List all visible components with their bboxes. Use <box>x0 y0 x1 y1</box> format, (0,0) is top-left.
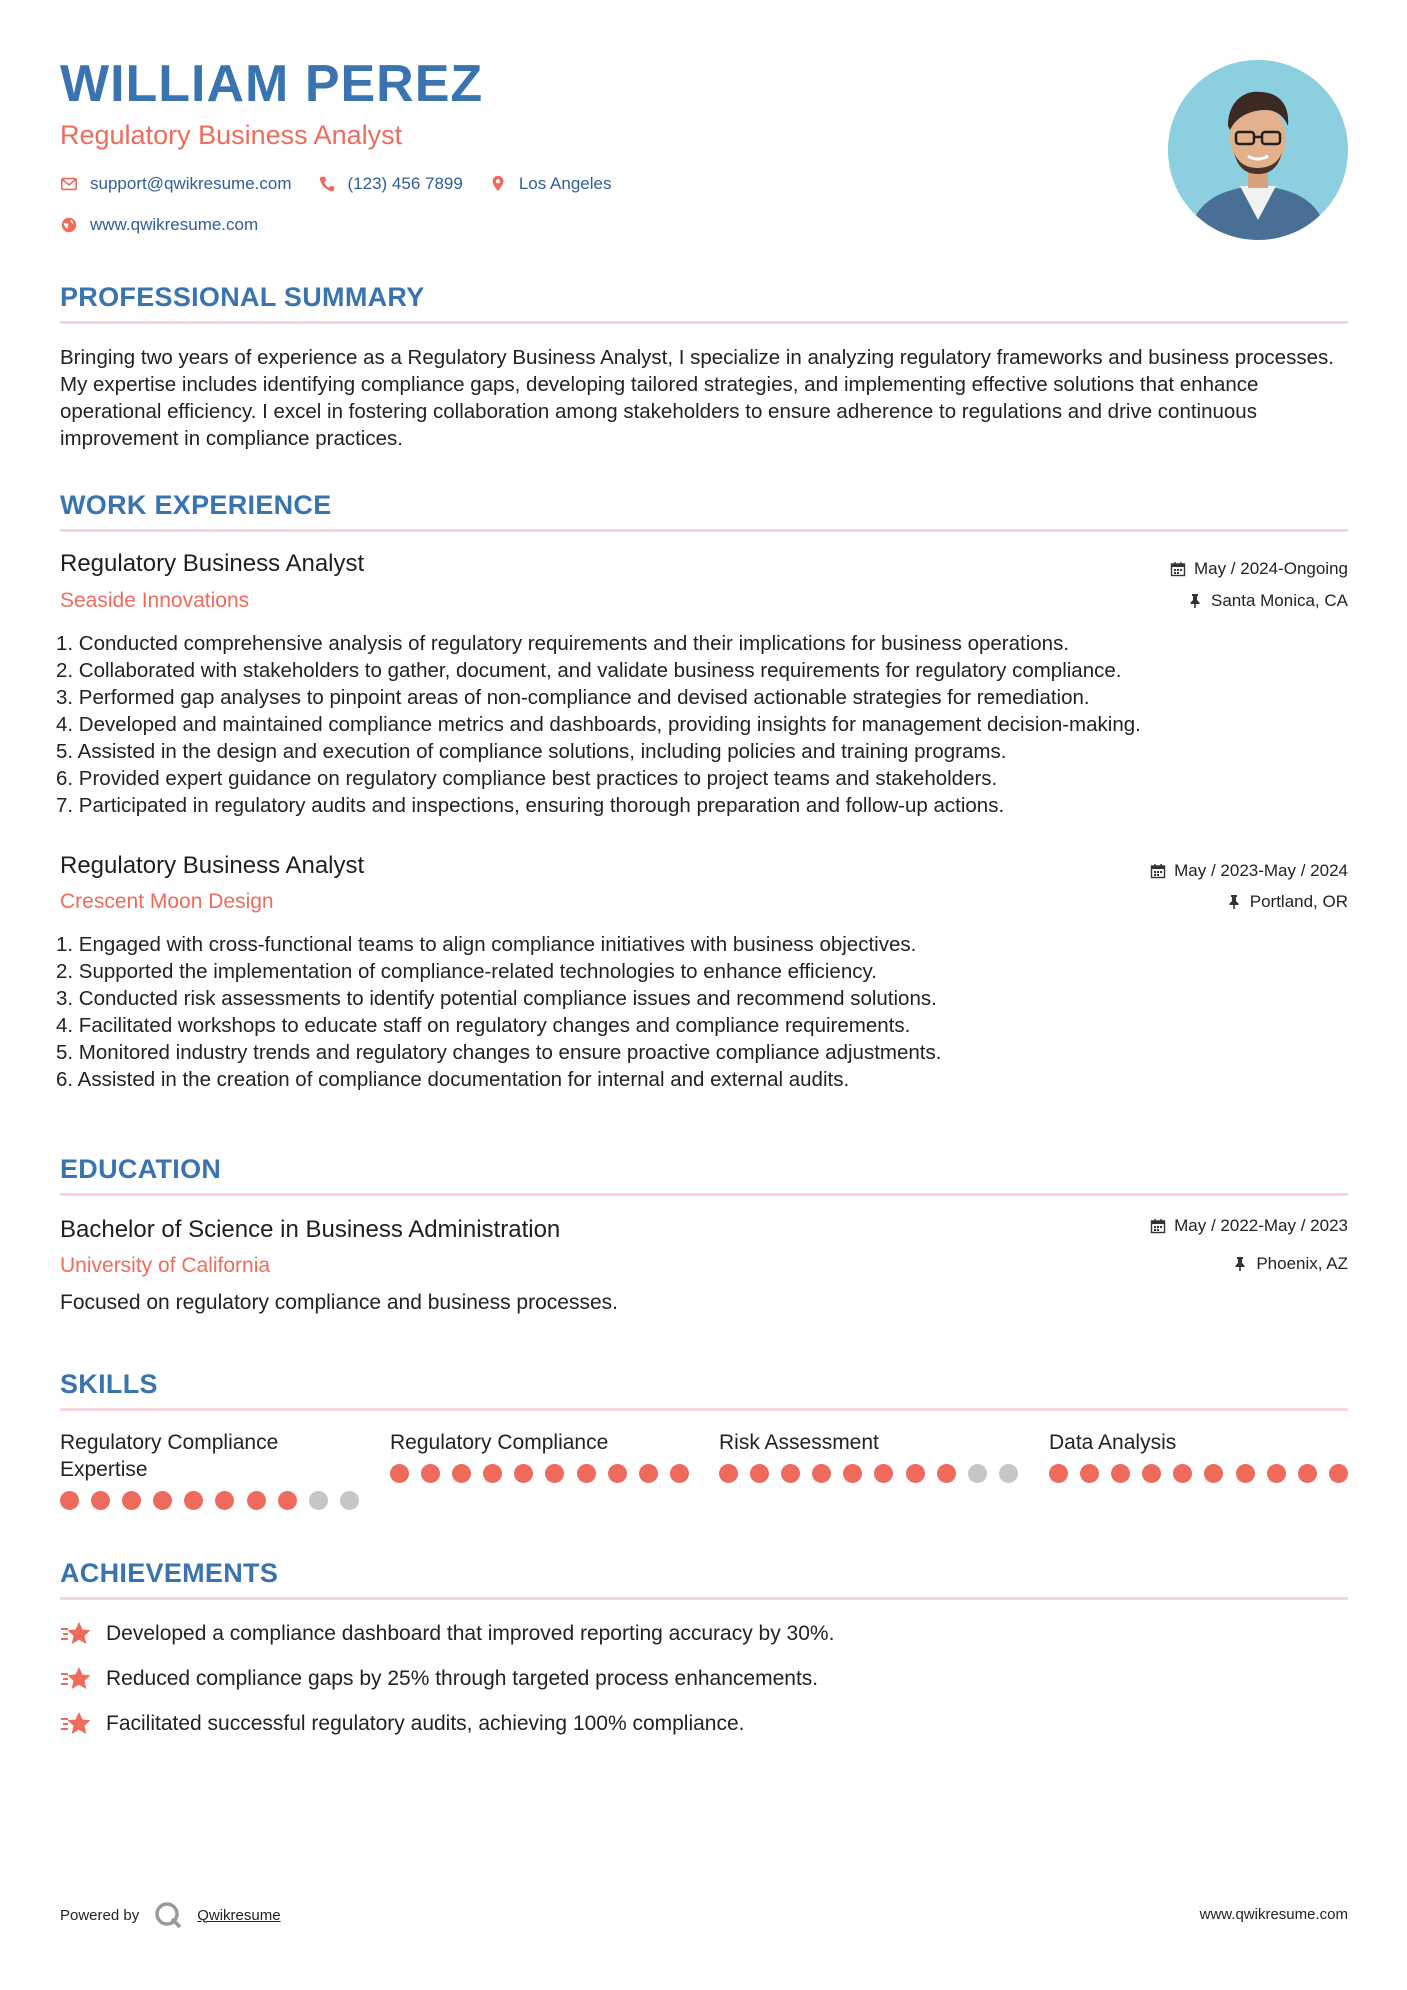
section-divider <box>60 1193 1348 1196</box>
rating-dot-filled <box>60 1491 79 1510</box>
education-heading: EDUCATION <box>60 1154 222 1184</box>
rating-dot-filled <box>91 1491 110 1510</box>
globe-icon <box>60 216 78 234</box>
website-row <box>60 215 270 235</box>
education-description: Focused on regulatory compliance and business processes. <box>60 1291 618 1314</box>
calendar-icon <box>1150 863 1166 879</box>
phone-icon <box>318 175 336 193</box>
avatar-illustration <box>1168 60 1348 240</box>
list-item: 1. Conducted comprehensive analysis of regulatory requirements and their implications for business operations. <box>56 632 1070 655</box>
job-responsibilities <box>56 931 1356 1093</box>
summary-heading: PROFESSIONAL SUMMARY <box>60 282 425 312</box>
skill-item <box>719 1429 1019 1483</box>
summary-text: Bringing two years of experience as a Regulatory Business Analyst, I specialize in analyzing regulatory frameworks and business processes. My expertise includes identifying compliance gaps, developing tailored strategies, and implementing effective solutions that enhance operational efficiency. I excel in fostering collaboration among stakeholders to ensure adherence to regulations and drive continuous improvement in compliance practices. <box>60 346 1334 450</box>
list-item: 2. Collaborated with stakeholders to gather, document, and validate business requirements for regulatory compliance. <box>56 659 1122 682</box>
job-date <box>1170 559 1348 579</box>
skill-item <box>390 1429 690 1483</box>
skills-heading: SKILLS <box>60 1369 158 1399</box>
list-item: 7. Participated in regulatory audits and inspections, ensuring thorough preparation and follow-up actions. <box>56 794 1005 817</box>
footer-powered-by <box>60 1900 281 1930</box>
rating-dot-filled <box>1236 1464 1255 1483</box>
achievements-heading: ACHIEVEMENTS <box>60 1558 279 1588</box>
skill-name: Risk Assessment <box>719 1431 879 1454</box>
rating-dot-filled <box>545 1464 564 1483</box>
contact-location <box>489 174 612 194</box>
rating-dot-filled <box>1049 1464 1068 1483</box>
job-title: Regulatory Business Analyst <box>60 550 365 577</box>
experience-heading: WORK EXPERIENCE <box>60 490 332 520</box>
email-link[interactable]: support@qwikresume.com <box>90 174 292 193</box>
list-item: 1. Engaged with cross-functional teams to align compliance initiatives with business objectives. <box>56 933 917 956</box>
rating-dot-filled <box>719 1464 738 1483</box>
list-item: 5. Monitored industry trends and regulatory changes to ensure proactive compliance adjustments. <box>56 1041 942 1064</box>
contact-website <box>60 215 258 235</box>
rating-dot-filled <box>390 1464 409 1483</box>
candidate-title: Regulatory Business Analyst <box>60 120 403 150</box>
rating-dot-filled <box>452 1464 471 1483</box>
list-item: 4. Facilitated workshops to educate staff on regulatory changes and compliance requirements. <box>56 1014 911 1037</box>
rating-dot-filled <box>906 1464 925 1483</box>
skill-rating <box>719 1464 1019 1483</box>
rating-dot-filled <box>1173 1464 1192 1483</box>
achievement-item <box>60 1710 745 1738</box>
pushpin-icon <box>1232 1256 1248 1272</box>
footer-url[interactable]: www.qwikresume.com <box>1199 1906 1348 1923</box>
rating-dot-filled <box>843 1464 862 1483</box>
rating-dot-filled <box>1298 1464 1317 1483</box>
rating-dot-filled <box>278 1491 297 1510</box>
skill-name: Regulatory Compliance Expertise <box>60 1431 279 1481</box>
pushpin-icon <box>1187 593 1203 609</box>
list-item: 2. Supported the implementation of compliance-related technologies to enhance efficiency. <box>56 960 877 983</box>
rating-dot-empty <box>999 1464 1018 1483</box>
rating-dot-filled <box>874 1464 893 1483</box>
rating-dot-empty <box>340 1491 359 1510</box>
skill-rating <box>390 1464 690 1483</box>
rating-dot-filled <box>937 1464 956 1483</box>
skill-item <box>60 1429 360 1510</box>
contact-row <box>60 174 623 194</box>
phone-number: (123) 456 7899 <box>347 174 463 193</box>
job-location <box>1187 591 1348 611</box>
skill-name: Regulatory Compliance <box>390 1431 609 1454</box>
list-item: 3. Performed gap analyses to pinpoint areas of non-compliance and devised actionable strategies for remediation. <box>56 686 1090 709</box>
list-item: 6. Assisted in the creation of compliance documentation for internal and external audits. <box>56 1068 850 1091</box>
star-badge-icon <box>60 1665 92 1693</box>
rating-dot-filled <box>1204 1464 1223 1483</box>
rating-dot-filled <box>577 1464 596 1483</box>
rating-dot-filled <box>1267 1464 1286 1483</box>
achievement-item <box>60 1620 834 1648</box>
job-location <box>1226 892 1348 912</box>
job-location-text: Santa Monica, CA <box>1210 591 1348 610</box>
brand-link[interactable]: Qwikresume <box>197 1906 281 1924</box>
list-item: 5. Assisted in the design and execution of compliance solutions, including policies and training programs. <box>56 740 1007 763</box>
contact-phone <box>318 174 463 194</box>
rating-dot-filled <box>184 1491 203 1510</box>
rating-dot-filled <box>608 1464 627 1483</box>
rating-dot-filled <box>421 1464 440 1483</box>
section-divider <box>60 321 1348 324</box>
rating-dot-filled <box>1111 1464 1130 1483</box>
profile-photo <box>1168 60 1348 240</box>
skill-rating <box>60 1491 360 1510</box>
location-pin-icon <box>489 175 507 193</box>
star-badge-icon <box>60 1620 92 1648</box>
pushpin-icon <box>1226 894 1242 910</box>
contact-email <box>60 174 292 194</box>
education-date-text: May / 2022-May / 2023 <box>1174 1216 1348 1235</box>
location-text: Los Angeles <box>518 174 612 193</box>
skill-item <box>1049 1429 1349 1483</box>
rating-dot-filled <box>812 1464 831 1483</box>
skill-rating <box>1049 1464 1349 1483</box>
email-icon <box>60 175 78 193</box>
achievement-text: Facilitated successful regulatory audits, achieving 100% compliance. <box>106 1712 745 1735</box>
section-divider <box>60 1597 1348 1600</box>
job-responsibilities <box>56 630 1356 819</box>
rating-dot-filled <box>1142 1464 1161 1483</box>
achievement-item <box>60 1665 818 1693</box>
rating-dot-empty <box>309 1491 328 1510</box>
job-company: Crescent Moon Design <box>60 890 274 913</box>
job-date-text: May / 2023-May / 2024 <box>1174 861 1348 880</box>
education-location-text: Phoenix, AZ <box>1256 1254 1348 1273</box>
rating-dot-filled <box>1080 1464 1099 1483</box>
rating-dot-filled <box>781 1464 800 1483</box>
powered-by-label: Powered by <box>60 1906 140 1924</box>
website-link[interactable]: www.qwikresume.com <box>90 215 259 234</box>
qwikresume-logo-icon <box>153 1900 183 1930</box>
education-degree: Bachelor of Science in Business Administration <box>60 1216 561 1243</box>
rating-dot-filled <box>639 1464 658 1483</box>
achievement-text: Developed a compliance dashboard that improved reporting accuracy by 30%. <box>106 1622 835 1645</box>
skill-name: Data Analysis <box>1049 1431 1177 1454</box>
calendar-icon <box>1170 561 1186 577</box>
rating-dot-filled <box>750 1464 769 1483</box>
rating-dot-filled <box>153 1491 172 1510</box>
section-divider <box>60 529 1348 532</box>
calendar-icon <box>1150 1218 1166 1234</box>
job-date-text: May / 2024-Ongoing <box>1193 559 1348 578</box>
education-date <box>1150 1216 1348 1236</box>
rating-dot-filled <box>670 1464 689 1483</box>
list-item: 4. Developed and maintained compliance metrics and dashboards, providing insights for management decision-making. <box>56 713 1141 736</box>
education-location <box>1232 1254 1348 1274</box>
rating-dot-filled <box>215 1491 234 1510</box>
candidate-name: WILLIAM PEREZ <box>60 55 484 113</box>
rating-dot-filled <box>122 1491 141 1510</box>
rating-dot-empty <box>968 1464 987 1483</box>
rating-dot-filled <box>514 1464 533 1483</box>
job-company: Seaside Innovations <box>60 589 250 612</box>
job-date <box>1150 861 1348 881</box>
achievement-text: Reduced compliance gaps by 25% through targeted process enhancements. <box>106 1667 819 1690</box>
section-divider <box>60 1408 1348 1411</box>
rating-dot-filled <box>483 1464 502 1483</box>
list-item: 6. Provided expert guidance on regulatory compliance best practices to project teams and stakeholders. <box>56 767 998 790</box>
star-badge-icon <box>60 1710 92 1738</box>
job-title: Regulatory Business Analyst <box>60 852 365 879</box>
rating-dot-filled <box>247 1491 266 1510</box>
job-location-text: Portland, OR <box>1249 892 1348 911</box>
rating-dot-filled <box>1329 1464 1348 1483</box>
list-item: 3. Conducted risk assessments to identify potential compliance issues and recommend solutions. <box>56 987 937 1010</box>
education-school: University of California <box>60 1254 271 1277</box>
